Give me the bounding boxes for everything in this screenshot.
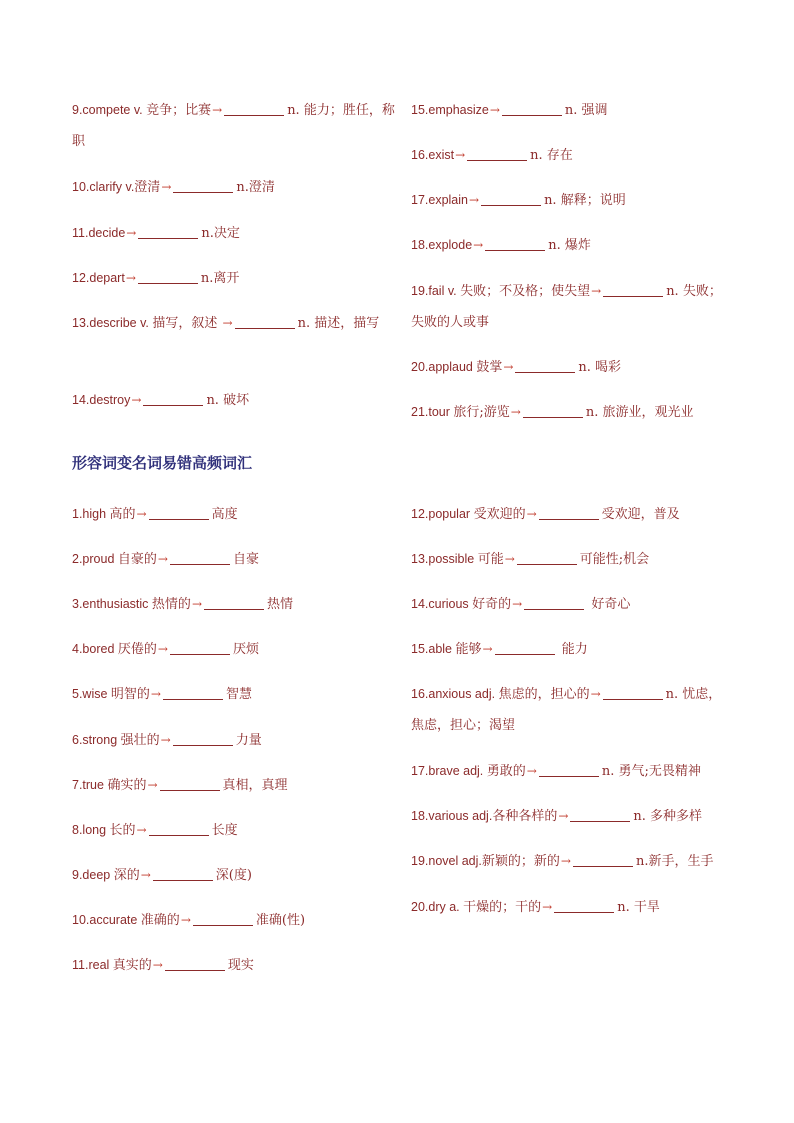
vocab-word: 20.applaud bbox=[411, 360, 477, 374]
vocab-word: 17.brave adj. bbox=[411, 764, 487, 778]
vocab-answer-pos: n. 强调 bbox=[564, 103, 608, 118]
vocab-meaning: 可能 bbox=[477, 552, 504, 567]
vocab-word: 14.curious bbox=[411, 597, 473, 611]
vocab-word: 19.novel adj. bbox=[411, 854, 482, 868]
vocab-word: 16.anxious adj. bbox=[411, 687, 499, 701]
arrow-icon: → bbox=[489, 103, 500, 117]
vocab-answer-pos: n. 能力；胜任，称职 bbox=[72, 103, 395, 149]
vocab-answer-pos: 好奇心 bbox=[587, 597, 631, 612]
vocab-answer-pos: 高度 bbox=[211, 507, 238, 522]
answer-blank[interactable] bbox=[523, 403, 583, 418]
vocab-word: 16.exist bbox=[411, 148, 455, 162]
vocab-item bbox=[72, 218, 240, 249]
vocab-meaning: 确实的 bbox=[107, 778, 147, 793]
arrow-icon: → bbox=[191, 597, 202, 611]
vocab-answer-pos: n.新手，生手 bbox=[635, 854, 714, 869]
arrow-icon: → bbox=[136, 823, 147, 837]
answer-blank[interactable] bbox=[603, 685, 663, 700]
arrow-icon: → bbox=[157, 552, 168, 566]
vocab-meaning: 描写，叙述 bbox=[152, 316, 222, 331]
vocab-item bbox=[72, 172, 275, 203]
arrow-icon: → bbox=[558, 809, 569, 823]
arrow-icon: → bbox=[222, 316, 233, 330]
vocab-word: 3.enthusiastic bbox=[72, 597, 152, 611]
vocab-meaning: 干燥的；干的 bbox=[463, 900, 542, 915]
vocab-meaning: 失败；不及格；使失望 bbox=[460, 284, 591, 299]
vocab-item bbox=[72, 589, 293, 620]
vocab-answer-pos: n.离开 bbox=[200, 271, 240, 286]
vocab-answer-pos: n. 勇气;无畏精神 bbox=[601, 764, 701, 779]
answer-blank[interactable] bbox=[224, 101, 284, 116]
vocab-word: 12.popular bbox=[411, 507, 474, 521]
vocab-meaning: 好奇的 bbox=[472, 597, 512, 612]
vocab-meaning: 真实的 bbox=[112, 958, 152, 973]
vocab-item bbox=[72, 770, 288, 801]
arrow-icon: → bbox=[590, 687, 601, 701]
vocab-item bbox=[72, 905, 305, 936]
arrow-icon: → bbox=[473, 238, 484, 252]
vocab-meaning: 能够 bbox=[455, 642, 482, 657]
vocab-item bbox=[72, 725, 262, 756]
vocab-item bbox=[72, 950, 254, 981]
vocab-meaning: 旅行;游览 bbox=[453, 405, 510, 420]
vocab-meaning: 澄清 bbox=[134, 180, 161, 195]
vocab-item bbox=[411, 230, 591, 261]
vocab-word: 15.able bbox=[411, 642, 456, 656]
vocab-answer-pos: n. 存在 bbox=[530, 148, 573, 163]
vocab-word: 5.wise bbox=[72, 687, 111, 701]
answer-blank[interactable] bbox=[160, 776, 220, 791]
answer-blank[interactable] bbox=[485, 236, 545, 251]
vocab-meaning: 准确的 bbox=[140, 913, 180, 928]
vocab-answer-pos: n. 破坏 bbox=[206, 393, 250, 408]
vocab-word: 9.compete v. bbox=[72, 103, 147, 117]
vocab-answer-pos: 准确(性) bbox=[255, 913, 306, 928]
vocab-item bbox=[72, 634, 259, 665]
arrow-icon: → bbox=[152, 958, 163, 972]
vocab-item bbox=[411, 499, 680, 530]
vocab-word: 18.explode bbox=[411, 238, 473, 252]
arrow-icon: → bbox=[504, 552, 515, 566]
arrow-icon: → bbox=[157, 642, 168, 656]
answer-blank[interactable] bbox=[138, 269, 198, 284]
arrow-icon: → bbox=[160, 733, 171, 747]
answer-blank[interactable] bbox=[153, 866, 213, 881]
answer-blank[interactable] bbox=[138, 224, 198, 239]
vocab-meaning: 热情的 bbox=[151, 597, 191, 612]
vocab-item bbox=[411, 95, 608, 126]
vocab-word: 18.various adj. bbox=[411, 809, 493, 823]
vocab-item bbox=[72, 679, 252, 710]
vocab-meaning: 深的 bbox=[113, 868, 140, 883]
vocab-meaning: 竞争；比赛 bbox=[146, 103, 212, 118]
arrow-icon: → bbox=[560, 854, 571, 868]
vocab-answer-pos: n. 干旱 bbox=[617, 900, 660, 915]
vocab-item bbox=[411, 634, 588, 665]
vocab-answer-pos: n.澄清 bbox=[236, 180, 275, 195]
vocab-answer-pos: 可能性;机会 bbox=[579, 552, 650, 567]
vocab-item bbox=[411, 756, 701, 787]
arrow-icon: → bbox=[526, 507, 537, 521]
vocab-word: 15.emphasize bbox=[411, 103, 489, 117]
vocab-word: 4.bored bbox=[72, 642, 118, 656]
vocab-item bbox=[411, 892, 660, 923]
vocab-word: 17.explain bbox=[411, 193, 468, 207]
vocab-answer-pos: n. 喝彩 bbox=[578, 360, 622, 375]
vocab-item bbox=[72, 815, 238, 846]
vocab-word: 10.accurate bbox=[72, 913, 141, 927]
vocab-item bbox=[72, 263, 239, 294]
arrow-icon: → bbox=[147, 778, 158, 792]
vocab-answer-pos: 长度 bbox=[211, 823, 238, 838]
vocab-item bbox=[411, 397, 693, 428]
arrow-icon: → bbox=[503, 360, 514, 374]
vocab-item bbox=[411, 352, 621, 383]
answer-blank[interactable] bbox=[467, 146, 527, 161]
arrow-icon: → bbox=[150, 687, 161, 701]
answer-blank[interactable] bbox=[204, 595, 264, 610]
answer-blank[interactable] bbox=[554, 898, 614, 913]
answer-blank[interactable] bbox=[524, 595, 584, 610]
vocab-word: 20.dry a. bbox=[411, 900, 464, 914]
answer-blank[interactable] bbox=[173, 731, 233, 746]
vocab-answer-pos: n. 描述，描写 bbox=[297, 316, 380, 331]
vocab-answer-pos: n. 多种多样 bbox=[633, 809, 703, 824]
answer-blank[interactable] bbox=[149, 505, 209, 520]
vocab-item bbox=[411, 544, 649, 575]
answer-blank[interactable] bbox=[539, 762, 599, 777]
vocab-meaning: 明智的 bbox=[110, 687, 150, 702]
vocab-item bbox=[72, 860, 252, 891]
arrow-icon: → bbox=[526, 764, 537, 778]
vocab-word: 8.long bbox=[72, 823, 110, 837]
vocab-item bbox=[72, 308, 392, 339]
vocab-answer-pos: 自豪 bbox=[232, 552, 259, 567]
vocab-word: 6.strong bbox=[72, 733, 121, 747]
vocab-answer-pos: 智慧 bbox=[225, 687, 252, 702]
vocab-item bbox=[411, 846, 713, 877]
vocab-answer-pos: 厌烦 bbox=[232, 642, 259, 657]
answer-blank[interactable] bbox=[193, 911, 253, 926]
vocab-word: 1.high bbox=[72, 507, 110, 521]
vocab-item bbox=[72, 95, 402, 157]
vocab-word: 13.describe v. bbox=[72, 316, 153, 330]
vocab-word: 7.true bbox=[72, 778, 108, 792]
vocab-answer-pos: n. 爆炸 bbox=[548, 238, 591, 253]
vocab-item bbox=[72, 499, 238, 530]
answer-blank[interactable] bbox=[495, 640, 555, 655]
arrow-icon: → bbox=[180, 913, 191, 927]
vocab-word: 2.proud bbox=[72, 552, 118, 566]
answer-blank[interactable] bbox=[573, 852, 633, 867]
arrow-icon: → bbox=[212, 103, 223, 117]
vocab-answer-pos: 深(度) bbox=[215, 868, 252, 883]
arrow-icon: → bbox=[161, 180, 172, 194]
answer-blank[interactable] bbox=[481, 191, 541, 206]
vocab-item bbox=[411, 589, 630, 620]
vocab-item bbox=[411, 140, 573, 171]
vocab-meaning: 高的 bbox=[109, 507, 136, 522]
answer-blank[interactable] bbox=[165, 956, 225, 971]
arrow-icon: → bbox=[510, 405, 521, 419]
arrow-icon: → bbox=[136, 507, 147, 521]
vocab-word: 14.destroy bbox=[72, 393, 131, 407]
vocab-word: 11.decide bbox=[72, 226, 126, 240]
arrow-icon: → bbox=[482, 642, 493, 656]
vocab-word: 11.real bbox=[72, 958, 113, 972]
arrow-icon: → bbox=[469, 193, 480, 207]
arrow-icon: → bbox=[455, 148, 466, 162]
vocab-item bbox=[411, 801, 702, 832]
arrow-icon: → bbox=[125, 271, 136, 285]
vocab-word: 12.depart bbox=[72, 271, 125, 285]
answer-blank[interactable] bbox=[143, 391, 203, 406]
vocab-word: 19.fail v. bbox=[411, 284, 461, 298]
vocab-meaning: 长的 bbox=[109, 823, 136, 838]
vocab-meaning: 自豪的 bbox=[117, 552, 157, 567]
arrow-icon: → bbox=[512, 597, 523, 611]
vocab-meaning: 新颖的；新的 bbox=[481, 854, 560, 869]
answer-blank[interactable] bbox=[603, 282, 663, 297]
vocab-item bbox=[411, 185, 626, 216]
vocab-answer-pos: 能力 bbox=[557, 642, 588, 657]
vocab-meaning: 焦虑的，担心的 bbox=[498, 687, 590, 702]
answer-blank[interactable] bbox=[149, 821, 209, 836]
vocab-answer-pos: n. 旅游业，观光业 bbox=[585, 405, 694, 420]
vocab-answer-pos: 力量 bbox=[235, 733, 262, 748]
vocab-answer-pos: 真相，真理 bbox=[222, 778, 288, 793]
vocab-meaning: 受欢迎的 bbox=[473, 507, 526, 522]
answer-blank[interactable] bbox=[235, 314, 295, 329]
vocab-answer-pos: 现实 bbox=[227, 958, 254, 973]
vocab-word: 9.deep bbox=[72, 868, 114, 882]
vocab-answer-pos: 受欢迎，普及 bbox=[601, 507, 680, 522]
vocab-word: 10.clarify v. bbox=[72, 180, 135, 194]
vocab-word: 13.possible bbox=[411, 552, 478, 566]
vocab-meaning: 强壮的 bbox=[120, 733, 160, 748]
vocab-item bbox=[72, 385, 249, 416]
vocab-answer-pos: n. 解释；说明 bbox=[544, 193, 626, 208]
vocab-item bbox=[72, 544, 259, 575]
arrow-icon: → bbox=[126, 226, 137, 240]
arrow-icon: → bbox=[131, 393, 142, 407]
answer-blank[interactable] bbox=[173, 178, 233, 193]
answer-blank[interactable] bbox=[163, 685, 223, 700]
vocab-meaning: 勇敢的 bbox=[486, 764, 526, 779]
answer-blank[interactable] bbox=[517, 550, 577, 565]
answer-blank[interactable] bbox=[515, 358, 575, 373]
section-heading: 形容词变名词易错高频词汇 bbox=[72, 454, 253, 472]
answer-blank[interactable] bbox=[170, 550, 230, 565]
vocab-answer-pos: n. 忧虑，焦虑，担心；渴望 bbox=[411, 687, 722, 733]
answer-blank[interactable] bbox=[539, 505, 599, 520]
arrow-icon: → bbox=[591, 284, 602, 298]
vocab-item bbox=[411, 679, 726, 741]
vocab-answer-pos: n.决定 bbox=[201, 226, 240, 241]
arrow-icon: → bbox=[542, 900, 553, 914]
vocab-answer-pos: n. 失败；失败的人或事 bbox=[411, 284, 722, 330]
answer-blank[interactable] bbox=[502, 101, 562, 116]
vocab-word: 21.tour bbox=[411, 405, 454, 419]
answer-blank[interactable] bbox=[170, 640, 230, 655]
vocab-meaning: 厌倦的 bbox=[117, 642, 157, 657]
vocab-item bbox=[411, 276, 726, 338]
answer-blank[interactable] bbox=[570, 807, 630, 822]
vocab-answer-pos: 热情 bbox=[267, 597, 294, 612]
vocab-meaning: 鼓掌 bbox=[476, 360, 503, 375]
arrow-icon: → bbox=[140, 868, 151, 882]
vocab-meaning: 各种各样的 bbox=[492, 809, 558, 824]
